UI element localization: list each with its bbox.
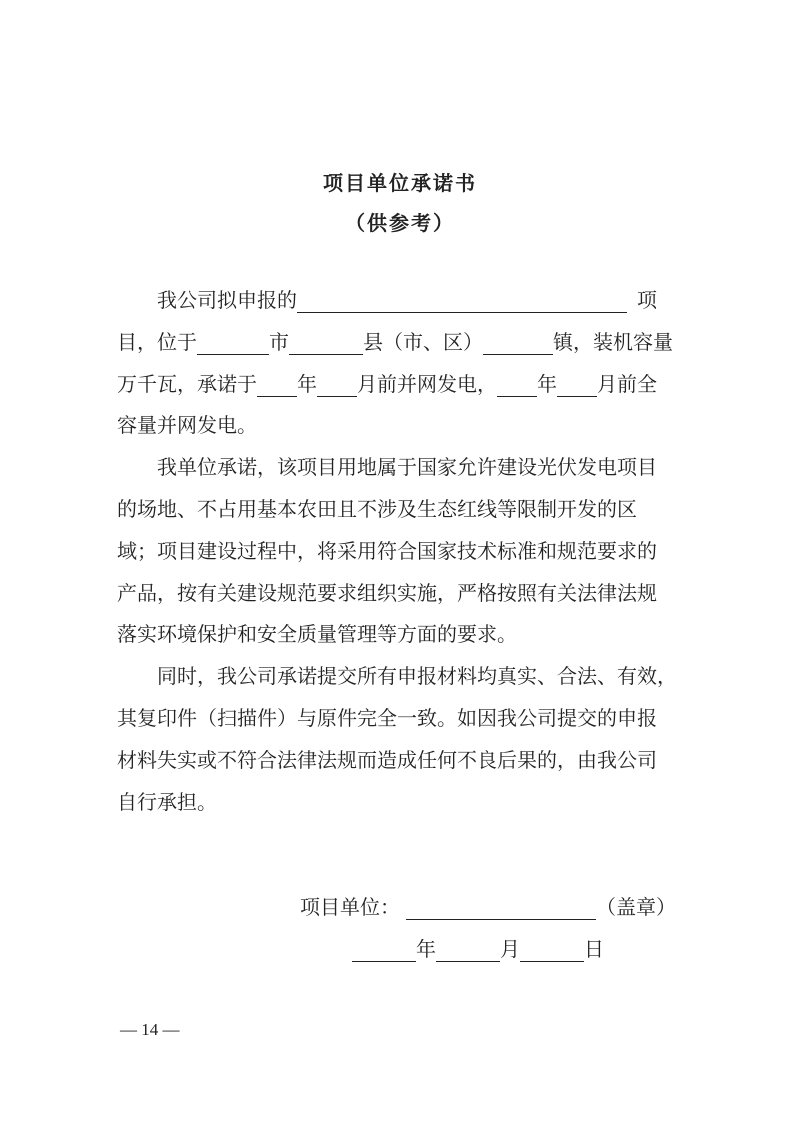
full-month-blank[interactable] bbox=[557, 374, 597, 397]
para3-line: 材料失实或不符合法律法规而造成任何不良后果的，由我公司 bbox=[117, 748, 657, 772]
sign-month-blank[interactable] bbox=[436, 939, 500, 962]
city-blank[interactable] bbox=[197, 332, 269, 355]
para1-text: 月前并网发电， bbox=[357, 372, 497, 396]
town-blank[interactable] bbox=[483, 332, 553, 355]
para1-text: 万千瓦，承诺于 bbox=[117, 372, 257, 396]
para1-line1 bbox=[117, 287, 687, 313]
para1-text: 县（市、区） bbox=[363, 330, 483, 354]
para2-line: 落实环境保护和安全质量管理等方面的要求。 bbox=[117, 622, 517, 646]
para3-line: 其复印件（扫描件）与原件完全一致。如因我公司提交的申报 bbox=[117, 706, 657, 730]
para1-line2 bbox=[117, 329, 687, 355]
sign-day-blank[interactable] bbox=[520, 939, 584, 962]
para1-text: 目，位于 bbox=[117, 330, 197, 354]
para1-text: 镇，装机容量 bbox=[553, 330, 673, 354]
day-label: 日 bbox=[584, 937, 604, 961]
page-title: 项目单位承诺书 bbox=[323, 171, 477, 195]
county-blank[interactable] bbox=[289, 332, 363, 355]
full-year-blank[interactable] bbox=[497, 374, 537, 397]
month-label: 月 bbox=[500, 937, 520, 961]
grid-year-blank[interactable] bbox=[257, 374, 297, 397]
grid-month-blank[interactable] bbox=[317, 374, 357, 397]
sign-year-blank[interactable] bbox=[352, 939, 416, 962]
signature-date-row bbox=[352, 936, 652, 962]
para2-line: 我单位承诺，该项目用地属于国家允许建设光伏发电项目 bbox=[157, 455, 657, 479]
para1-text: 年 bbox=[297, 372, 317, 396]
para1-text: 月前全 bbox=[597, 372, 657, 396]
project-name-blank[interactable] bbox=[297, 290, 627, 313]
year-label: 年 bbox=[416, 937, 436, 961]
para1-text: 年 bbox=[537, 372, 557, 396]
unit-name-blank[interactable] bbox=[406, 897, 596, 920]
para3-line: 同时，我公司承诺提交所有申报材料均真实、合法、有效， bbox=[157, 664, 677, 688]
para2-line: 域；项目建设过程中，将采用符合国家技术标准和规范要求的 bbox=[117, 539, 657, 563]
unit-label: 项目单位： bbox=[300, 895, 400, 919]
para1-text: 项 bbox=[637, 288, 657, 312]
para1-text: 市 bbox=[269, 330, 289, 354]
page-subtitle: （供参考） bbox=[345, 211, 455, 235]
para1-text: 我公司拟申报的 bbox=[157, 288, 297, 312]
page-number: — 14 — bbox=[120, 1020, 180, 1039]
para2-line: 的场地、不占用基本农田且不涉及生态红线等限制开发的区 bbox=[117, 497, 637, 521]
para1-line4: 容量并网发电。 bbox=[117, 413, 257, 437]
para1-line3 bbox=[117, 371, 687, 397]
para3-line: 自行承担。 bbox=[117, 790, 217, 814]
para2-line: 产品，按有关建设规范要求组织实施，严格按照有关法律法规 bbox=[117, 581, 657, 605]
seal-label: （盖章） bbox=[596, 895, 676, 919]
signature-unit-row bbox=[300, 894, 700, 920]
